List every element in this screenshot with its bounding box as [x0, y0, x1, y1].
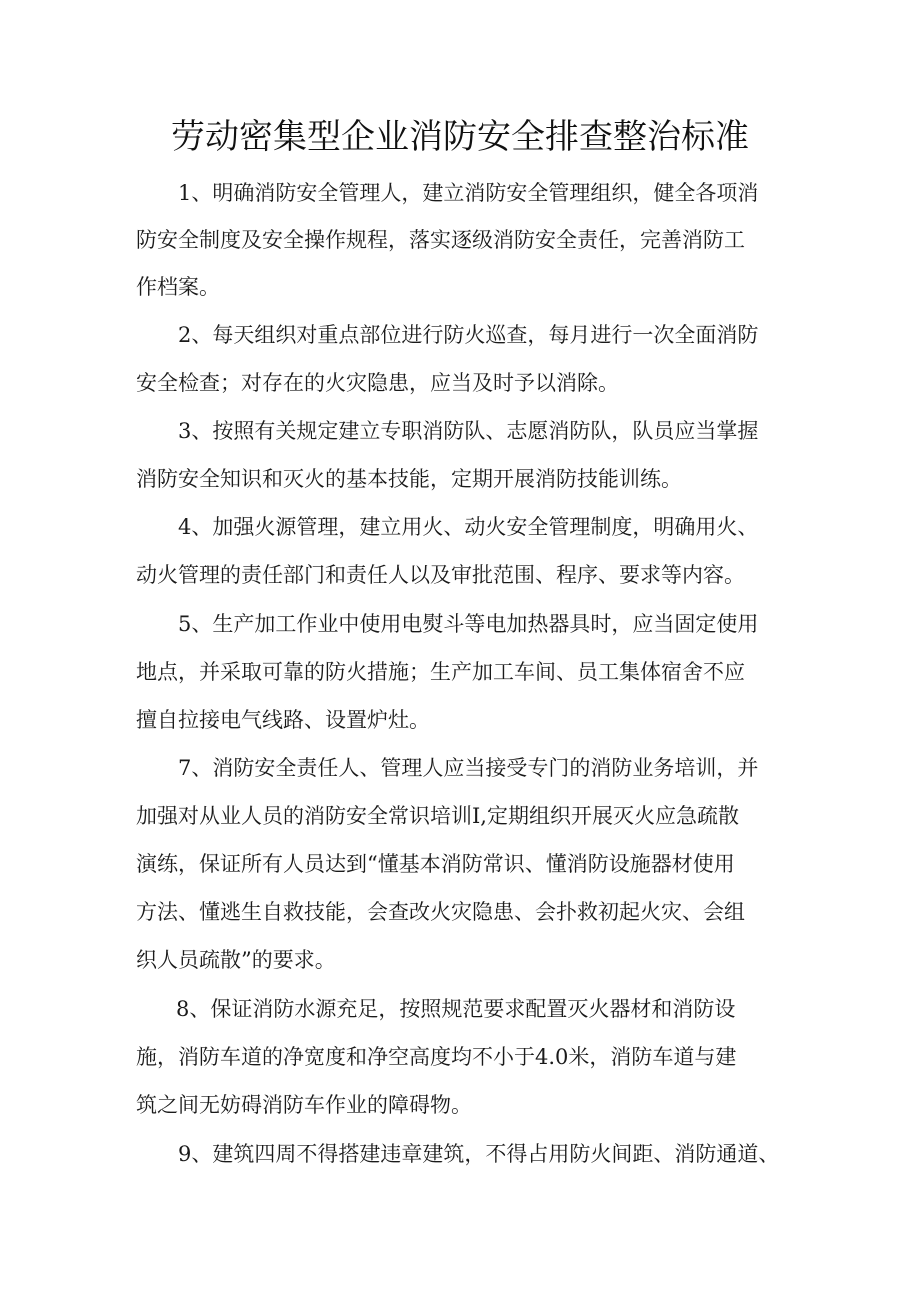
paragraph-8-line-1: 8、保证消防水源充足，按照规范要求配置灭火器材和消防设 [176, 997, 736, 1021]
paragraph-1-line-1: 1、明确消防安全管理人，建立消防安全管理组织，健全各项消 [178, 181, 759, 205]
paragraph-5-line-3: 擅自拉接电气线路、设置炉灶。 [136, 708, 430, 732]
paragraph-8-line-2: 施，消防车道的净宽度和净空高度均不小于4.0米，消防车道与建 [136, 1045, 737, 1069]
paragraph-2-line-2: 安全检查；对存在的火灾隐患，应当及时予以消除。 [136, 371, 619, 395]
paragraph-4-line-2: 动火管理的责任部门和责任人以及审批范围、程序、要求等内容。 [136, 563, 745, 587]
paragraph-1-line-3: 作档案。 [136, 275, 220, 299]
paragraph-3-line-2: 消防安全知识和灭火的基本技能，定期开展消防技能训练。 [136, 467, 682, 491]
paragraph-8-line-3: 筑之间无妨碍消防车作业的障碍物。 [136, 1093, 472, 1117]
paragraph-9-line-1: 9、建筑四周不得搭建违章建筑，不得占用防火间距、消防通道、 [178, 1142, 780, 1166]
paragraph-7-line-4: 方法、懂逃生自救技能，会查改火灾隐患、会扑救初起火灾、会组 [136, 900, 745, 924]
paragraph-5-line-1: 5、生产加工作业中使用电熨斗等电加热器具时，应当固定使用 [178, 612, 759, 636]
document-title: 劳动密集型企业消防安全排查整治标准 [171, 117, 749, 157]
paragraph-3-line-1: 3、按照有关规定建立专职消防队、志愿消防队，队员应当掌握 [178, 419, 759, 443]
paragraph-7-line-3: 演练，保证所有人员达到“懂基本消防常识、懂消防设施器材使用 [136, 852, 735, 876]
paragraph-1-line-2: 防安全制度及安全操作规程，落实逐级消防安全责任，完善消防工 [136, 228, 745, 252]
paragraph-7-line-2: 加强对从业人员的消防安全常识培训I,定期组织开展灭火应急疏散 [136, 804, 739, 828]
paragraph-7-line-5: 织人员疏散”的要求。 [136, 948, 336, 972]
paragraph-4-line-1: 4、加强火源管理，建立用火、动火安全管理制度，明确用火、 [178, 515, 759, 539]
paragraph-7-line-1: 7、消防安全责任人、管理人应当接受专门的消防业务培训，并 [178, 756, 759, 780]
paragraph-5-line-2: 地点，并采取可靠的防火措施；生产加工车间、员工集体宿舍不应 [136, 660, 745, 684]
paragraph-2-line-1: 2、每天组织对重点部位进行防火巡查，每月进行一次全面消防 [178, 323, 759, 347]
